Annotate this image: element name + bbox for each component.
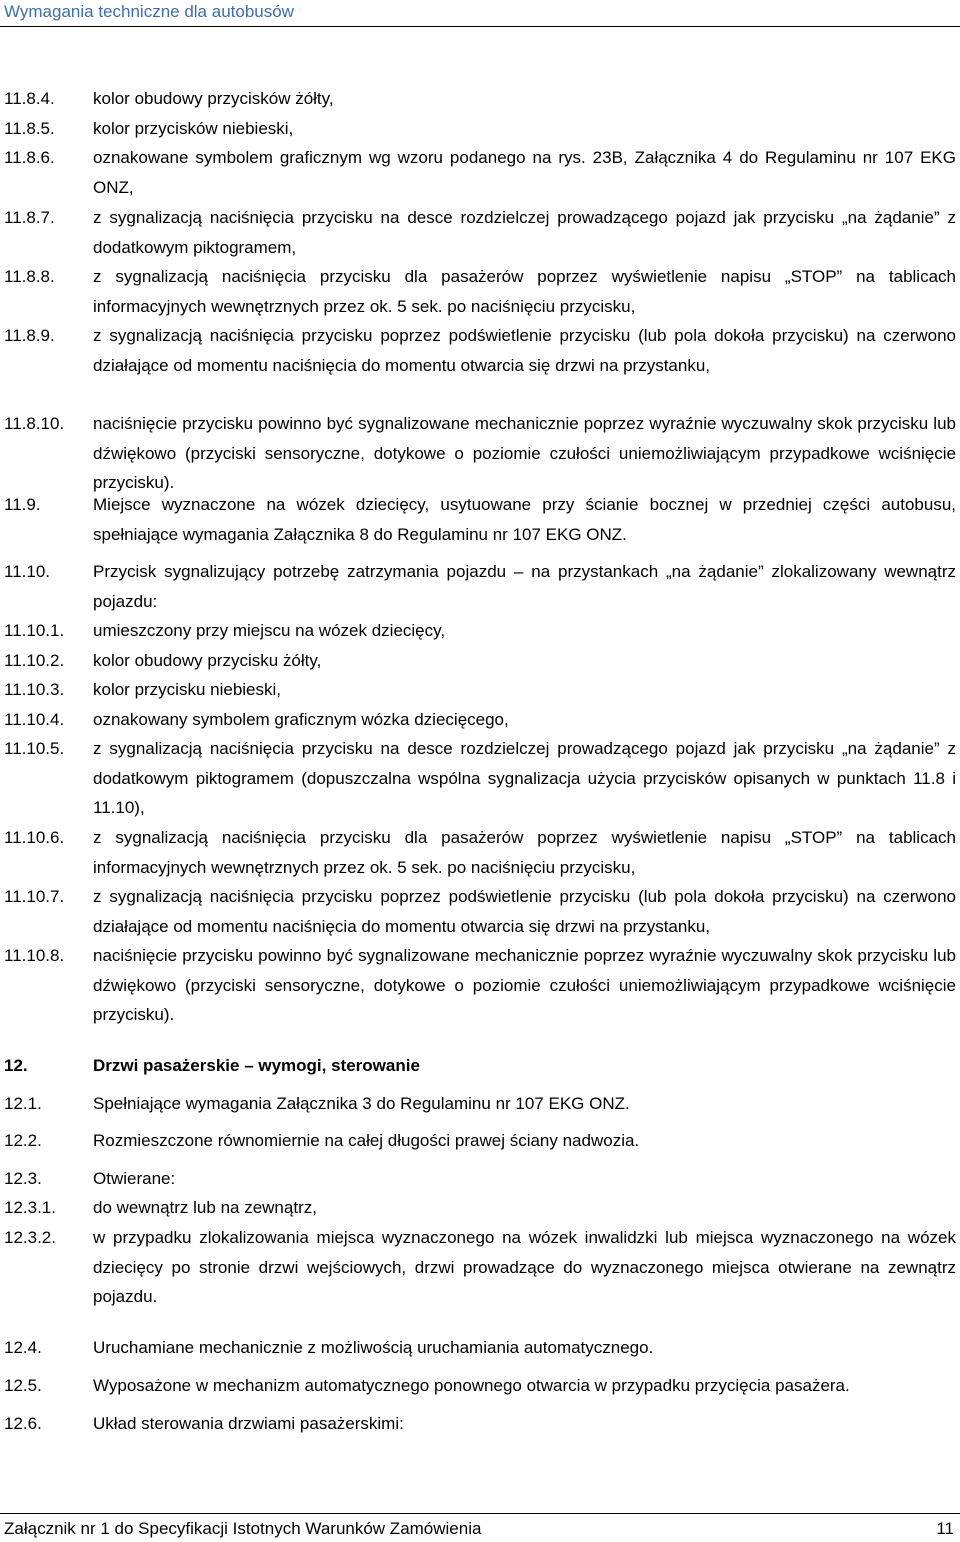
list-item xyxy=(4,1126,956,1156)
item-text: z sygnalizacją naciśnięcia przycisku dla pasażerów poprzez wyświetlenie napisu „STOP” na tablicach informacyjnych wewnętrznych przez ok. 5 sek. po naciśnięciu przycisku, xyxy=(93,267,956,316)
list-item xyxy=(4,1164,956,1194)
item-text: Miejsce wyznaczone na wózek dziecięcy, usytuowane przy ścianie bocznej w przedniej części autobusu, spełniające wymagania Załącznika 8 do Regulaminu nr 107 EKG ONZ. xyxy=(93,495,956,544)
item-number: 12.6. xyxy=(4,1414,42,1433)
item-text: kolor przycisku niebieski, xyxy=(93,680,282,699)
item-number: 12. xyxy=(4,1056,28,1075)
page-header xyxy=(0,0,960,27)
item-number: 11.8.9. xyxy=(4,326,55,345)
item-text: kolor obudowy przycisków żółty, xyxy=(93,89,334,108)
item-number: 11.10.8. xyxy=(4,946,65,965)
list-item xyxy=(4,114,956,144)
item-number: 12.3.2. xyxy=(4,1228,56,1247)
item-text: Otwierane: xyxy=(93,1169,176,1188)
item-number: 11.10.4. xyxy=(4,710,65,729)
list-item xyxy=(4,1409,956,1439)
item-text: naciśnięcie przycisku powinno być sygnalizowane mechanicznie poprzez wyraźnie wyczuwalny skok przycisku lub dźwiękowo (przyciski sensoryczne, dotykowe o poziomie czułości uniemożliwiającym przypadkowe wciśnięcie przycisku). xyxy=(93,414,956,492)
item-text: z sygnalizacją naciśnięcia przycisku dla pasażerów poprzez wyświetlenie napisu „STOP” na tablicach informacyjnych wewnętrznych przez ok. 5 sek. po naciśnięciu przycisku, xyxy=(93,828,956,877)
item-number: 12.1. xyxy=(4,1094,42,1113)
item-text: oznakowane symbolem graficznym wg wzoru podanego na rys. 23B, Załącznika 4 do Regulaminu nr 107 EKG ONZ, xyxy=(93,148,956,197)
item-number: 11.8.10. xyxy=(4,414,65,433)
footer-title: Załącznik nr 1 do Specyfikacji Istotnych Warunków Zamówienia xyxy=(4,1519,482,1538)
item-text: kolor obudowy przycisku żółty, xyxy=(93,651,322,670)
list-item xyxy=(4,823,956,882)
item-text: umieszczony przy miejscu na wózek dziecięcy, xyxy=(93,621,446,640)
item-number: 11.10.2. xyxy=(4,651,65,670)
section-heading xyxy=(4,1051,956,1081)
list-item xyxy=(4,616,956,646)
page-footer xyxy=(0,1513,960,1542)
item-number: 11.10.7. xyxy=(4,887,65,906)
list-item xyxy=(4,675,956,705)
page-number: 11 xyxy=(936,1519,954,1538)
item-text: z sygnalizacją naciśnięcia przycisku poprzez podświetlenie przycisku (lub pola dokoła przycisku) na czerwono działające od momentu naciśnięcia do momentu otwarcia się drzwi na przystanku, xyxy=(93,887,956,936)
item-number: 11.10.5. xyxy=(4,739,65,758)
list-item xyxy=(4,705,956,735)
item-number: 12.5. xyxy=(4,1376,42,1395)
item-text: z sygnalizacją naciśnięcia przycisku na desce rozdzielczej prowadzącego pojazd jak przycisku „na żądanie” z dodatkowym piktogramem (dopuszczalna wspólna sygnalizacja użycia przycisków opisanych w punktach 11.8 i 11.10), xyxy=(93,739,956,817)
list-item xyxy=(4,941,956,1030)
item-number: 12.4. xyxy=(4,1338,42,1357)
item-number: 11.8.6. xyxy=(4,148,55,167)
item-text: z sygnalizacją naciśnięcia przycisku na desce rozdzielczej prowadzącego pojazd jak przycisku „na żądanie” z dodatkowym piktogramem, xyxy=(93,208,956,257)
item-number: 11.8.5. xyxy=(4,119,55,138)
item-number: 11.8.8. xyxy=(4,267,55,286)
list-item xyxy=(4,262,956,321)
list-item xyxy=(4,1193,956,1223)
list-item xyxy=(4,321,956,380)
item-text: Rozmieszczone równomiernie na całej długości prawej ściany nadwozia. xyxy=(93,1131,640,1150)
list-item xyxy=(4,882,956,941)
item-text: Układ sterowania drzwiami pasażerskimi: xyxy=(93,1414,404,1433)
item-text: Drzwi pasażerskie – wymogi, sterowanie xyxy=(93,1056,420,1075)
list-item xyxy=(4,646,956,676)
item-text: Uruchamiane mechanicznie z możliwością uruchamiania automatycznego. xyxy=(93,1338,654,1357)
list-item xyxy=(4,409,956,498)
item-number: 11.8.7. xyxy=(4,208,55,227)
item-number: 11.10.3. xyxy=(4,680,65,699)
item-text: naciśnięcie przycisku powinno być sygnalizowane mechanicznie poprzez wyraźnie wyczuwalny skok przycisku lub dźwiękowo (przyciski sensoryczne, dotykowe o poziomie czułości uniemożliwiającym przypadkowe wciśnięcie przycisku). xyxy=(93,946,956,1024)
item-number: 12.3.1. xyxy=(4,1198,56,1217)
item-number: 11.9. xyxy=(4,495,41,514)
item-text: oznakowany symbolem graficznym wózka dziecięcego, xyxy=(93,710,509,729)
list-item xyxy=(4,203,956,262)
header-title: Wymagania techniczne dla autobusów xyxy=(4,2,294,21)
item-number: 11.8.4. xyxy=(4,89,55,108)
item-number: 11.10. xyxy=(4,562,51,581)
list-item xyxy=(4,557,956,616)
item-text: Przycisk sygnalizujący potrzebę zatrzymania pojazdu – na przystankach „na żądanie” zlokalizowany wewnątrz pojazdu: xyxy=(93,562,956,611)
item-text: Spełniające wymagania Załącznika 3 do Regulaminu nr 107 EKG ONZ. xyxy=(93,1094,630,1113)
item-number: 12.2. xyxy=(4,1131,42,1150)
list-item xyxy=(4,84,956,114)
item-text: do wewnątrz lub na zewnątrz, xyxy=(93,1198,317,1217)
list-item xyxy=(4,1333,956,1363)
item-text: w przypadku zlokalizowania miejsca wyznaczonego na wózek inwalidzki lub miejsca wyznaczonego na wózek dziecięcy po stronie drzwi wejściowych, drzwi prowadzące do wyznaczonego miejsca otwierane na zewnątrz pojazdu. xyxy=(93,1228,956,1306)
list-item xyxy=(4,490,956,549)
list-item xyxy=(4,1371,956,1401)
list-item xyxy=(4,143,956,202)
item-text: Wyposażone w mechanizm automatycznego ponownego otwarcia w przypadku przycięcia pasażera. xyxy=(93,1376,850,1395)
item-number: 11.10.6. xyxy=(4,828,65,847)
item-text: kolor przycisków niebieski, xyxy=(93,119,294,138)
item-number: 12.3. xyxy=(4,1169,42,1188)
item-number: 11.10.1. xyxy=(4,621,65,640)
list-item xyxy=(4,1223,956,1312)
list-item xyxy=(4,1089,956,1119)
item-text: z sygnalizacją naciśnięcia przycisku poprzez podświetlenie przycisku (lub pola dokoła przycisku) na czerwono działające od momentu naciśnięcia do momentu otwarcia się drzwi na przystanku, xyxy=(93,326,956,375)
list-item xyxy=(4,734,956,823)
